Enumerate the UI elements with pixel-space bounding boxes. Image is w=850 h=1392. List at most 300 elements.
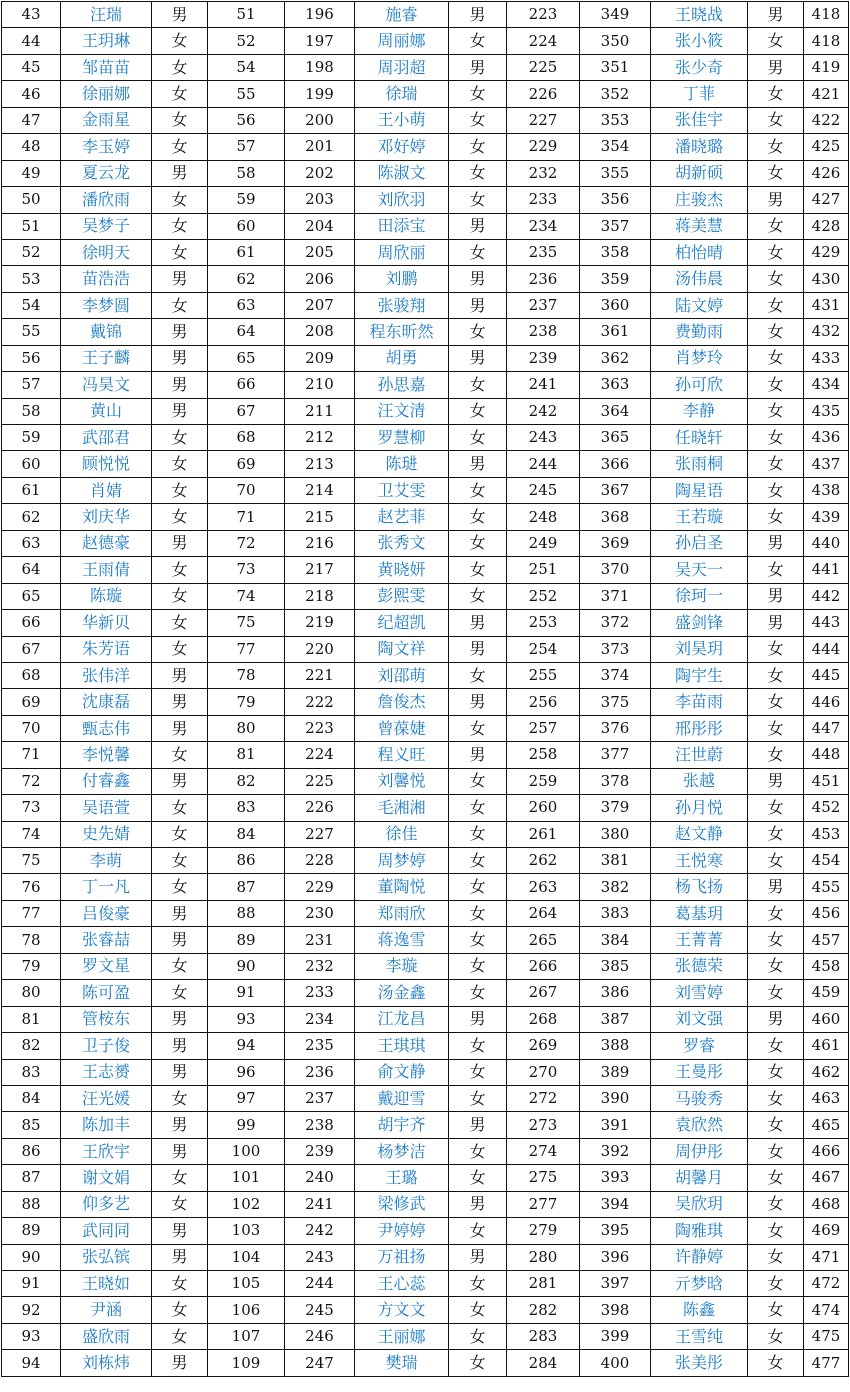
name-cell: 邢彤彤 bbox=[651, 715, 748, 741]
gender-cell: 女 bbox=[152, 1271, 208, 1297]
seq-cell: 391 bbox=[580, 1112, 651, 1138]
gender-cell: 女 bbox=[449, 160, 507, 186]
gender-cell: 女 bbox=[748, 848, 804, 874]
gender-cell: 女 bbox=[152, 557, 208, 583]
rank-cell: 242 bbox=[507, 398, 580, 424]
gender-cell: 女 bbox=[152, 292, 208, 318]
rank-cell: 235 bbox=[507, 239, 580, 265]
seq-cell: 45 bbox=[2, 54, 61, 80]
seq-cell: 374 bbox=[580, 662, 651, 688]
rank-cell: 58 bbox=[208, 160, 285, 186]
name-cell: 李苗雨 bbox=[651, 689, 748, 715]
table-row bbox=[2, 1033, 849, 1059]
name-cell: 张越 bbox=[651, 768, 748, 794]
seq-cell: 203 bbox=[285, 187, 355, 213]
rank-cell: 252 bbox=[507, 583, 580, 609]
seq-cell: 94 bbox=[2, 1350, 61, 1376]
name-cell: 潘晓璐 bbox=[651, 134, 748, 160]
gender-cell: 男 bbox=[449, 1244, 507, 1270]
gender-cell: 女 bbox=[152, 1323, 208, 1349]
seq-cell: 208 bbox=[285, 319, 355, 345]
gender-cell: 女 bbox=[449, 1297, 507, 1323]
rank-cell: 437 bbox=[804, 451, 849, 477]
seq-cell: 218 bbox=[285, 583, 355, 609]
seq-cell: 349 bbox=[580, 2, 651, 28]
rank-cell: 263 bbox=[507, 874, 580, 900]
table-row bbox=[2, 795, 849, 821]
seq-cell: 223 bbox=[285, 715, 355, 741]
rank-cell: 446 bbox=[804, 689, 849, 715]
seq-cell: 235 bbox=[285, 1033, 355, 1059]
gender-cell: 女 bbox=[449, 583, 507, 609]
table-row bbox=[2, 874, 849, 900]
seq-cell: 63 bbox=[2, 530, 61, 556]
rank-cell: 441 bbox=[804, 557, 849, 583]
name-cell: 肖梦玲 bbox=[651, 345, 748, 371]
gender-cell: 女 bbox=[748, 213, 804, 239]
seq-cell: 384 bbox=[580, 927, 651, 953]
name-cell: 程东昕然 bbox=[355, 319, 449, 345]
name-cell: 田添宝 bbox=[355, 213, 449, 239]
name-cell: 李玉婷 bbox=[61, 134, 152, 160]
rank-cell: 425 bbox=[804, 134, 849, 160]
seq-cell: 199 bbox=[285, 81, 355, 107]
seq-cell: 224 bbox=[285, 742, 355, 768]
seq-cell: 201 bbox=[285, 134, 355, 160]
name-cell: 王心蕊 bbox=[355, 1271, 449, 1297]
rank-cell: 109 bbox=[208, 1350, 285, 1376]
table-row bbox=[2, 451, 849, 477]
gender-cell: 女 bbox=[152, 848, 208, 874]
gender-cell: 女 bbox=[152, 1085, 208, 1111]
seq-cell: 198 bbox=[285, 54, 355, 80]
gender-cell: 女 bbox=[748, 1165, 804, 1191]
seq-cell: 236 bbox=[285, 1059, 355, 1085]
name-cell: 武同同 bbox=[61, 1218, 152, 1244]
gender-cell: 男 bbox=[152, 715, 208, 741]
gender-cell: 男 bbox=[748, 610, 804, 636]
rank-cell: 99 bbox=[208, 1112, 285, 1138]
rank-cell: 457 bbox=[804, 927, 849, 953]
name-cell: 张小筱 bbox=[651, 28, 748, 54]
seq-cell: 371 bbox=[580, 583, 651, 609]
seq-cell: 383 bbox=[580, 900, 651, 926]
gender-cell: 女 bbox=[748, 1271, 804, 1297]
seq-cell: 226 bbox=[285, 795, 355, 821]
gender-cell: 女 bbox=[152, 134, 208, 160]
name-cell: 王子麟 bbox=[61, 345, 152, 371]
rank-cell: 471 bbox=[804, 1244, 849, 1270]
gender-cell: 男 bbox=[152, 900, 208, 926]
rank-cell: 452 bbox=[804, 795, 849, 821]
rank-cell: 83 bbox=[208, 795, 285, 821]
name-cell: 邓好婷 bbox=[355, 134, 449, 160]
name-cell: 王雪纯 bbox=[651, 1323, 748, 1349]
rank-cell: 282 bbox=[507, 1297, 580, 1323]
seq-cell: 92 bbox=[2, 1297, 61, 1323]
name-cell: 李悦馨 bbox=[61, 742, 152, 768]
gender-cell: 女 bbox=[748, 662, 804, 688]
gender-cell: 女 bbox=[748, 81, 804, 107]
rank-cell: 63 bbox=[208, 292, 285, 318]
table-row bbox=[2, 1323, 849, 1349]
seq-cell: 56 bbox=[2, 345, 61, 371]
table-row bbox=[2, 689, 849, 715]
rank-cell: 458 bbox=[804, 953, 849, 979]
name-cell: 周羽超 bbox=[355, 54, 449, 80]
rank-cell: 79 bbox=[208, 689, 285, 715]
table-row bbox=[2, 980, 849, 1006]
seq-cell: 65 bbox=[2, 583, 61, 609]
table-row bbox=[2, 1006, 849, 1032]
seq-cell: 78 bbox=[2, 927, 61, 953]
gender-cell: 女 bbox=[152, 610, 208, 636]
rank-cell: 267 bbox=[507, 980, 580, 1006]
seq-cell: 239 bbox=[285, 1138, 355, 1164]
seq-cell: 69 bbox=[2, 689, 61, 715]
seq-cell: 222 bbox=[285, 689, 355, 715]
name-cell: 尹涵 bbox=[61, 1297, 152, 1323]
table-row bbox=[2, 1350, 849, 1376]
seq-cell: 202 bbox=[285, 160, 355, 186]
gender-cell: 女 bbox=[449, 980, 507, 1006]
name-cell: 陆文婷 bbox=[651, 292, 748, 318]
gender-cell: 男 bbox=[152, 319, 208, 345]
rank-cell: 433 bbox=[804, 345, 849, 371]
rank-cell: 72 bbox=[208, 530, 285, 556]
table-row bbox=[2, 398, 849, 424]
name-cell: 彭熙雯 bbox=[355, 583, 449, 609]
rank-cell: 281 bbox=[507, 1271, 580, 1297]
gender-cell: 女 bbox=[152, 953, 208, 979]
table-row bbox=[2, 425, 849, 451]
name-cell: 武邵君 bbox=[61, 425, 152, 451]
seq-cell: 62 bbox=[2, 504, 61, 530]
name-cell: 金雨星 bbox=[61, 107, 152, 133]
seq-cell: 352 bbox=[580, 81, 651, 107]
rank-cell: 265 bbox=[507, 927, 580, 953]
seq-cell: 229 bbox=[285, 874, 355, 900]
seq-cell: 397 bbox=[580, 1271, 651, 1297]
name-cell: 徐珂一 bbox=[651, 583, 748, 609]
gender-cell: 女 bbox=[748, 477, 804, 503]
rank-cell: 455 bbox=[804, 874, 849, 900]
rank-cell: 60 bbox=[208, 213, 285, 239]
seq-cell: 55 bbox=[2, 319, 61, 345]
gender-cell: 女 bbox=[152, 504, 208, 530]
table-row bbox=[2, 636, 849, 662]
name-cell: 汪文清 bbox=[355, 398, 449, 424]
table-row bbox=[2, 134, 849, 160]
gender-cell: 男 bbox=[449, 213, 507, 239]
name-cell: 张雨桐 bbox=[651, 451, 748, 477]
gender-cell: 男 bbox=[748, 187, 804, 213]
name-cell: 董陶悦 bbox=[355, 874, 449, 900]
rank-cell: 226 bbox=[507, 81, 580, 107]
name-cell: 张少奇 bbox=[651, 54, 748, 80]
name-cell: 吴天一 bbox=[651, 557, 748, 583]
seq-cell: 79 bbox=[2, 953, 61, 979]
student-ranking-table bbox=[1, 1, 849, 1377]
name-cell: 罗文星 bbox=[61, 953, 152, 979]
rank-cell: 227 bbox=[507, 107, 580, 133]
rank-cell: 461 bbox=[804, 1033, 849, 1059]
rank-cell: 62 bbox=[208, 266, 285, 292]
table-row bbox=[2, 583, 849, 609]
rank-cell: 251 bbox=[507, 557, 580, 583]
name-cell: 庄骏杰 bbox=[651, 187, 748, 213]
seq-cell: 355 bbox=[580, 160, 651, 186]
gender-cell: 男 bbox=[748, 54, 804, 80]
rank-cell: 462 bbox=[804, 1059, 849, 1085]
rank-cell: 100 bbox=[208, 1138, 285, 1164]
rank-cell: 283 bbox=[507, 1323, 580, 1349]
rank-cell: 273 bbox=[507, 1112, 580, 1138]
gender-cell: 男 bbox=[152, 398, 208, 424]
name-cell: 华新贝 bbox=[61, 610, 152, 636]
table-body bbox=[2, 2, 849, 1377]
rank-cell: 447 bbox=[804, 715, 849, 741]
gender-cell: 女 bbox=[748, 134, 804, 160]
gender-cell: 男 bbox=[449, 1112, 507, 1138]
gender-cell: 男 bbox=[449, 742, 507, 768]
rank-cell: 236 bbox=[507, 266, 580, 292]
seq-cell: 90 bbox=[2, 1244, 61, 1270]
name-cell: 陈可盈 bbox=[61, 980, 152, 1006]
seq-cell: 389 bbox=[580, 1059, 651, 1085]
rank-cell: 436 bbox=[804, 425, 849, 451]
name-cell: 毛湘湘 bbox=[355, 795, 449, 821]
rank-cell: 434 bbox=[804, 372, 849, 398]
rank-cell: 270 bbox=[507, 1059, 580, 1085]
gender-cell: 女 bbox=[748, 239, 804, 265]
name-cell: 周欣丽 bbox=[355, 239, 449, 265]
rank-cell: 435 bbox=[804, 398, 849, 424]
name-cell: 孙思嘉 bbox=[355, 372, 449, 398]
name-cell: 李梦圆 bbox=[61, 292, 152, 318]
gender-cell: 女 bbox=[748, 1244, 804, 1270]
seq-cell: 358 bbox=[580, 239, 651, 265]
name-cell: 王志赟 bbox=[61, 1059, 152, 1085]
gender-cell: 男 bbox=[152, 1006, 208, 1032]
name-cell: 汪瑞 bbox=[61, 2, 152, 28]
rank-cell: 233 bbox=[507, 187, 580, 213]
name-cell: 李萌 bbox=[61, 848, 152, 874]
gender-cell: 女 bbox=[748, 107, 804, 133]
rank-cell: 427 bbox=[804, 187, 849, 213]
gender-cell: 女 bbox=[748, 1059, 804, 1085]
name-cell: 黄晓妍 bbox=[355, 557, 449, 583]
name-cell: 李静 bbox=[651, 398, 748, 424]
name-cell: 施睿 bbox=[355, 2, 449, 28]
name-cell: 赵德豪 bbox=[61, 530, 152, 556]
name-cell: 汪世蔚 bbox=[651, 742, 748, 768]
table-row bbox=[2, 900, 849, 926]
name-cell: 张睿喆 bbox=[61, 927, 152, 953]
name-cell: 程义旺 bbox=[355, 742, 449, 768]
seq-cell: 376 bbox=[580, 715, 651, 741]
gender-cell: 女 bbox=[152, 107, 208, 133]
seq-cell: 220 bbox=[285, 636, 355, 662]
seq-cell: 77 bbox=[2, 900, 61, 926]
seq-cell: 353 bbox=[580, 107, 651, 133]
gender-cell: 女 bbox=[748, 451, 804, 477]
table-row bbox=[2, 715, 849, 741]
table-row bbox=[2, 662, 849, 688]
seq-cell: 71 bbox=[2, 742, 61, 768]
name-cell: 张美彤 bbox=[651, 1350, 748, 1376]
rank-cell: 91 bbox=[208, 980, 285, 1006]
rank-cell: 107 bbox=[208, 1323, 285, 1349]
name-cell: 王玥琳 bbox=[61, 28, 152, 54]
seq-cell: 46 bbox=[2, 81, 61, 107]
seq-cell: 200 bbox=[285, 107, 355, 133]
seq-cell: 60 bbox=[2, 451, 61, 477]
rank-cell: 77 bbox=[208, 636, 285, 662]
gender-cell: 女 bbox=[152, 451, 208, 477]
gender-cell: 女 bbox=[152, 425, 208, 451]
gender-cell: 女 bbox=[449, 1218, 507, 1244]
gender-cell: 女 bbox=[748, 821, 804, 847]
rank-cell: 93 bbox=[208, 1006, 285, 1032]
gender-cell: 女 bbox=[748, 1218, 804, 1244]
seq-cell: 227 bbox=[285, 821, 355, 847]
rank-cell: 69 bbox=[208, 451, 285, 477]
name-cell: 徐丽娜 bbox=[61, 81, 152, 107]
table-row bbox=[2, 2, 849, 28]
seq-cell: 207 bbox=[285, 292, 355, 318]
name-cell: 甄志伟 bbox=[61, 715, 152, 741]
table-row bbox=[2, 504, 849, 530]
rank-cell: 59 bbox=[208, 187, 285, 213]
rank-cell: 81 bbox=[208, 742, 285, 768]
gender-cell: 女 bbox=[748, 689, 804, 715]
rank-cell: 268 bbox=[507, 1006, 580, 1032]
name-cell: 王丽娜 bbox=[355, 1323, 449, 1349]
rank-cell: 66 bbox=[208, 372, 285, 398]
rank-cell: 440 bbox=[804, 530, 849, 556]
seq-cell: 233 bbox=[285, 980, 355, 1006]
table-row bbox=[2, 848, 849, 874]
table-row bbox=[2, 187, 849, 213]
name-cell: 付睿鑫 bbox=[61, 768, 152, 794]
seq-cell: 93 bbox=[2, 1323, 61, 1349]
name-cell: 陈琎 bbox=[355, 451, 449, 477]
gender-cell: 女 bbox=[152, 213, 208, 239]
rank-cell: 78 bbox=[208, 662, 285, 688]
gender-cell: 男 bbox=[449, 451, 507, 477]
seq-cell: 234 bbox=[285, 1006, 355, 1032]
name-cell: 王菁菁 bbox=[651, 927, 748, 953]
seq-cell: 196 bbox=[285, 2, 355, 28]
seq-cell: 204 bbox=[285, 213, 355, 239]
seq-cell: 83 bbox=[2, 1059, 61, 1085]
seq-cell: 217 bbox=[285, 557, 355, 583]
rank-cell: 444 bbox=[804, 636, 849, 662]
rank-cell: 67 bbox=[208, 398, 285, 424]
gender-cell: 女 bbox=[748, 742, 804, 768]
seq-cell: 361 bbox=[580, 319, 651, 345]
name-cell: 孙月悦 bbox=[651, 795, 748, 821]
seq-cell: 215 bbox=[285, 504, 355, 530]
gender-cell: 男 bbox=[449, 689, 507, 715]
rank-cell: 232 bbox=[507, 160, 580, 186]
rank-cell: 284 bbox=[507, 1350, 580, 1376]
seq-cell: 363 bbox=[580, 372, 651, 398]
rank-cell: 467 bbox=[804, 1165, 849, 1191]
seq-cell: 87 bbox=[2, 1165, 61, 1191]
rank-cell: 264 bbox=[507, 900, 580, 926]
name-cell: 刘邵萌 bbox=[355, 662, 449, 688]
name-cell: 吴梦子 bbox=[61, 213, 152, 239]
name-cell: 任晓轩 bbox=[651, 425, 748, 451]
rank-cell: 105 bbox=[208, 1271, 285, 1297]
gender-cell: 女 bbox=[152, 187, 208, 213]
seq-cell: 390 bbox=[580, 1085, 651, 1111]
seq-cell: 59 bbox=[2, 425, 61, 451]
name-cell: 王若璇 bbox=[651, 504, 748, 530]
name-cell: 葛基玥 bbox=[651, 900, 748, 926]
rank-cell: 71 bbox=[208, 504, 285, 530]
seq-cell: 210 bbox=[285, 372, 355, 398]
gender-cell: 女 bbox=[748, 927, 804, 953]
rank-cell: 229 bbox=[507, 134, 580, 160]
seq-cell: 241 bbox=[285, 1191, 355, 1217]
gender-cell: 男 bbox=[748, 583, 804, 609]
seq-cell: 73 bbox=[2, 795, 61, 821]
rank-cell: 279 bbox=[507, 1218, 580, 1244]
rank-cell: 243 bbox=[507, 425, 580, 451]
name-cell: 刘栋炜 bbox=[61, 1350, 152, 1376]
gender-cell: 男 bbox=[449, 610, 507, 636]
rank-cell: 280 bbox=[507, 1244, 580, 1270]
seq-cell: 372 bbox=[580, 610, 651, 636]
seq-cell: 366 bbox=[580, 451, 651, 477]
name-cell: 万祖扬 bbox=[355, 1244, 449, 1270]
seq-cell: 64 bbox=[2, 557, 61, 583]
gender-cell: 男 bbox=[152, 160, 208, 186]
seq-cell: 230 bbox=[285, 900, 355, 926]
seq-cell: 91 bbox=[2, 1271, 61, 1297]
name-cell: 潘欣雨 bbox=[61, 187, 152, 213]
gender-cell: 女 bbox=[748, 795, 804, 821]
rank-cell: 431 bbox=[804, 292, 849, 318]
rank-cell: 104 bbox=[208, 1244, 285, 1270]
name-cell: 张佳宇 bbox=[651, 107, 748, 133]
rank-cell: 75 bbox=[208, 610, 285, 636]
seq-cell: 49 bbox=[2, 160, 61, 186]
gender-cell: 女 bbox=[152, 742, 208, 768]
gender-cell: 女 bbox=[449, 1165, 507, 1191]
name-cell: 刘馨悦 bbox=[355, 768, 449, 794]
gender-cell: 男 bbox=[152, 345, 208, 371]
rank-cell: 448 bbox=[804, 742, 849, 768]
rank-cell: 80 bbox=[208, 715, 285, 741]
rank-cell: 68 bbox=[208, 425, 285, 451]
seq-cell: 396 bbox=[580, 1244, 651, 1270]
table-row bbox=[2, 81, 849, 107]
rank-cell: 70 bbox=[208, 477, 285, 503]
gender-cell: 女 bbox=[449, 900, 507, 926]
gender-cell: 女 bbox=[748, 1112, 804, 1138]
seq-cell: 66 bbox=[2, 610, 61, 636]
seq-cell: 54 bbox=[2, 292, 61, 318]
seq-cell: 85 bbox=[2, 1112, 61, 1138]
seq-cell: 368 bbox=[580, 504, 651, 530]
rank-cell: 463 bbox=[804, 1085, 849, 1111]
gender-cell: 男 bbox=[152, 1059, 208, 1085]
name-cell: 王欣宇 bbox=[61, 1138, 152, 1164]
